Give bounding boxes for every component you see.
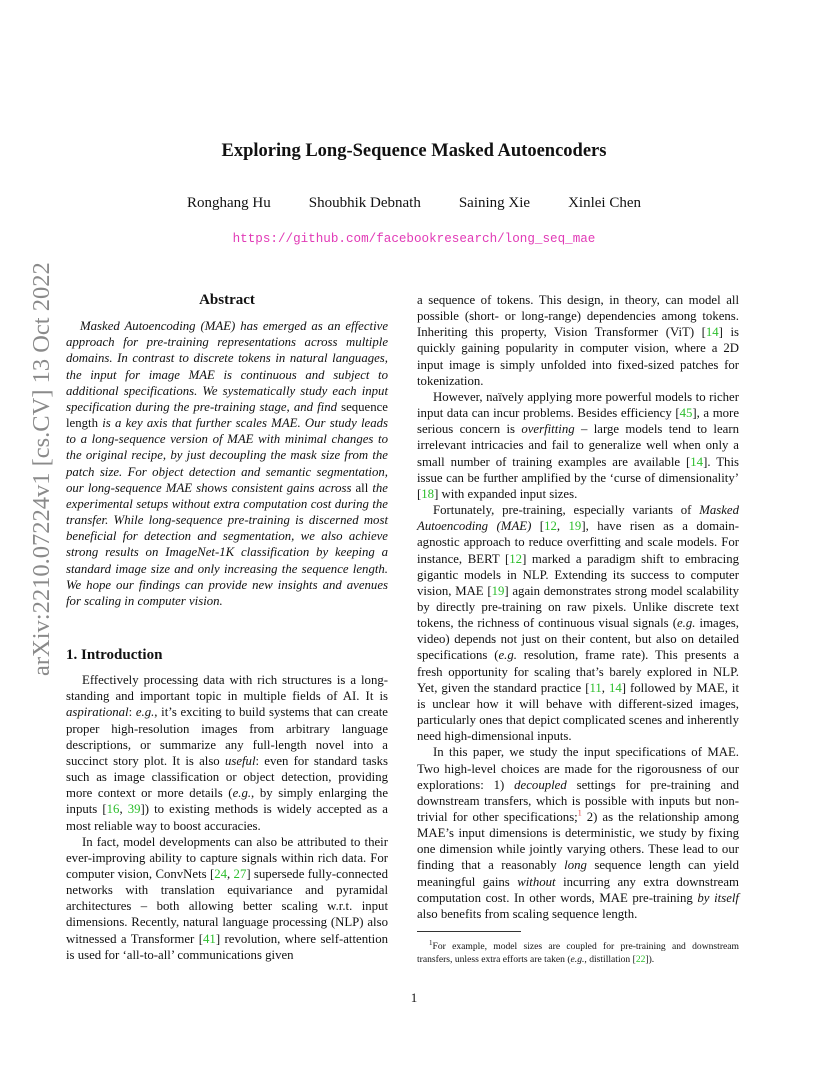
page-number: 1 <box>410 990 418 1005</box>
left-column <box>66 292 388 963</box>
citation-link[interactable]: 14 <box>608 680 622 695</box>
citation-link[interactable]: 16 <box>106 802 120 817</box>
abstract-text: Masked Autoencoding (MAE) has emerged as an effective approach for pre-training representations across multiple domains. In contrast to discrete tokens in natural languages, the input for image MAE is continuous and subject to additional specifications. We systematically study each input specification during the pre-training stage, and find sequence length is a key axis that further scales MAE. Our study leads to a long-sequence version of MAE with minimal changes to the original recipe, by just decoupling the mask size from the patch size. For object detection and semantic segmentation, our long-sequence MAE shows consistent gains across all the experimental setups without extra computation cost during the transfer. While long-sequence pre-training is discerned most beneficial for detection and segmentation, we also achieve strong results on ImageNet-1K classification by keeping a standard image size and only increasing the sequence length. We hope our findings can provide new insights and avenues for scaling in computer vision. <box>66 319 388 608</box>
citation-link[interactable]: 24 <box>214 867 228 881</box>
author-name: Shoubhik Debnath <box>308 195 421 211</box>
citation-link[interactable]: 12 <box>544 519 557 534</box>
body-paragraph: a sequence of tokens. This design, in theory, can model all possible (short- or long-range) dependencies among tokens. Inheriting this property, Vision Transformer (ViT) [14] is quickly gaining popularity in computer vision, where a 2D input image is simply unfolded into fixed-sized patches for tokenization. <box>417 293 739 388</box>
body-paragraph: In this paper, we study the input specifications of MAE. Two high-level choices are made for the rigorousness of our explorations: 1) decoupled settings for pre-training and downstream transfers, which is possible with inputs but non-trivial for other specifications;$^1$ 2) as the relationship among MAE’s input dimensions is deterministic, we study by fixing one dimension while jointly varying others. These lead to our finding that a reasonably long sequence length can yield meaningful gains without incurring any extra downstream computation cost. In other words, MAE pre-training by itself also benefits from scaling sequence length. <box>417 745 740 921</box>
arxiv-identifier: arXiv:2210.07224v1 [cs.CV] 13 Oct 2022 <box>28 262 55 676</box>
author-name: Saining Xie <box>458 195 531 211</box>
body-paragraph: In fact, model developments can also be attributed to their ever-improving ability to capture signals within rich data. For computer vision, ConvNets [24, 27] supersede fully-connected networks with translation equivariance and pyramidal architectures – both allowing better scaling w.r.t. input dimensions. Recently, natural language processing (NLP) also witnessed a Transformer [41] revolution, where self-attention is used for ‘all-to-all’ communications given <box>66 834 389 962</box>
citation-link[interactable]: 45 <box>679 406 693 421</box>
body-paragraph: Effectively processing data with rich structures is a long-standing and important topic in multiple fields of AI. It is aspirational: e.g., it’s exciting to build systems that can create proper high-resolution images from arbitrary language descriptions, or summarize any full-length novel into a succinct story plot. It is also useful: even for standard tasks such as image classification or object detection, providing more context or more details (e.g., by simply enlarging the inputs [16, 39]) to existing methods is widely accepted as a most reliable way to boost accuracies. <box>66 673 388 833</box>
author-name: Ronghang Hu <box>187 195 271 211</box>
abstract-heading: Abstract <box>199 292 255 308</box>
citation-link[interactable]: 11 <box>589 680 602 695</box>
citation-link[interactable]: 18 <box>421 486 435 501</box>
citation-link[interactable]: 19 <box>491 583 505 598</box>
code-link[interactable]: https://github.com/facebookresearch/long_seq_mae <box>232 232 596 246</box>
citation-link[interactable]: 19 <box>568 519 582 534</box>
body-paragraph: Fortunately, pre-training, especially variants of Masked Autoencoding (MAE) [12, 19], have risen as a domain-agnostic approach to reduce overfitting and scale models. For instance, BERT [12] marked a paradigm shift to embracing gigantic models in NLP. Extending its success to computer vision, MAE [19] again demonstrates strong model scalability by directly pre-training on raw pixels. Unlike discrete text tokens, the richness of continuous visual signals (e.g. images, video) depends not just on their content, but also on detailed specifications (e.g. resolution, frame rate). This presents a fresh opportunity for scaling that’s barely explored in NLP. Yet, given the standard practice [11, 14] followed by MAE, it is unclear how it will behave with different-sized images, particularly ones that depict complicated scenes and inherently need high-dimensional inputs. <box>417 503 740 744</box>
citation-link[interactable]: 22 <box>635 954 646 966</box>
footnote-marker[interactable]: 1 <box>577 808 582 818</box>
author-name: Xinlei Chen <box>568 195 641 211</box>
right-column <box>417 292 739 966</box>
paper-title: Exploring Long-Sequence Masked Autoencoders <box>221 141 607 161</box>
section-heading: 1. Introduction <box>66 646 163 663</box>
citation-link[interactable]: 14 <box>705 325 719 340</box>
citation-link[interactable]: 14 <box>690 454 704 469</box>
citation-link[interactable]: 41 <box>203 931 216 946</box>
footnote: $^1$For example, model sizes are coupled for pre-training and downstream transfers, unless extra efforts are taken (e.g., distillation [22]). <box>417 939 739 966</box>
author-list <box>0 195 828 212</box>
citation-link[interactable]: 27 <box>233 867 247 881</box>
footnote-divider <box>417 931 521 932</box>
body-paragraph: However, naïvely applying more powerful models to richer input data can incur problems. Besides efficiency [45], a more serious concern is overfitting – large models tend to learn irrelevant intricacies and fail to generalize well when only a small number of training examples are available [14]. This issue can be further amplified by the ‘curse of dimensionality’ [18] with expanded input sizes. <box>417 389 739 501</box>
citation-link[interactable]: 12 <box>509 551 523 566</box>
citation-link[interactable]: 39 <box>127 802 141 817</box>
